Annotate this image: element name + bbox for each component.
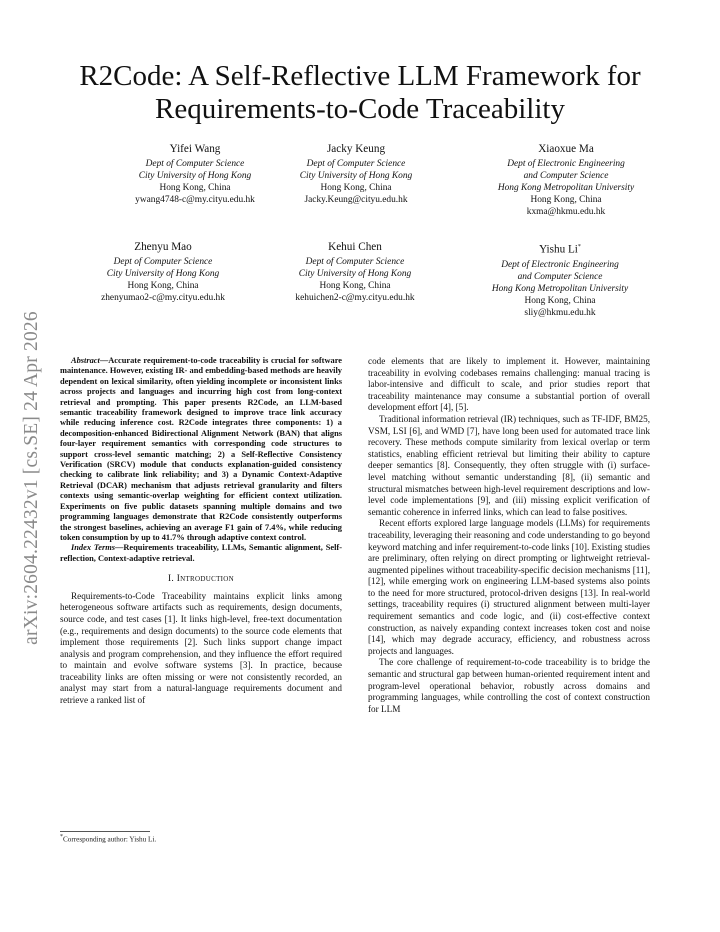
author-block-3 [466,142,666,218]
author-institution: City University of Hong Kong [298,269,412,279]
abstract-lead: Abstract [71,356,100,365]
author-department: Dept of Electronic Engineering [507,159,625,169]
footnote-text: Corresponding author: Yishu Li. [63,835,157,844]
author-email: Jacky.Keung@cityu.edu.hk [304,195,408,205]
index-terms [60,543,342,564]
index-terms-lead: Index Terms [71,543,115,553]
intro-paragraph-1: Requirements-to-Code Traceability maintains explicit links among heterogeneous software artifacts such as requirements, design documents, source code, and test cases [1]. It links high-level, free-text documentation (e.g., requirements and design documents) to the source code elements that implement those requirements [2]. Such links support change impact analysis and program comprehension, and they influence the effort required to maintain and evolve software systems [3]. In practice, because traceability links are often missing or were not consistently recorded, an analyst may start from a natural-language requirements document and retrieve a ranked list of [60,590,342,706]
author-location: Hong Kong, China [530,195,602,205]
author-department: Dept of Computer Science [306,159,406,169]
author-email: ywang4748-c@my.cityu.edu.hk [135,195,255,205]
section-heading-introduction: I. Introduction [168,574,234,585]
left-column [60,356,342,707]
author-location: Hong Kong, China [159,183,231,193]
author-email: kehuichen2-c@my.cityu.edu.hk [295,293,415,303]
author-name: Zhenyu Mao [134,241,192,253]
author-email: kxma@hkmu.edu.hk [526,207,606,217]
arxiv-identifier-stamp [12,268,52,688]
intro-paragraph-4: The core challenge of requirement-to-code traceability is to bridge the semantic and structural gap between human-oriented requirement intent and program-level operational behavior, robustly across domains and programming languages, while controlling the cost of context construction for LLM [368,657,650,714]
author-name: Yifei Wang [169,143,221,155]
author-department: Dept of Electronic Engineering [501,259,619,270]
title-line-1: R2Code: A Self-Reflective LLM Framework for [79,60,641,92]
author-block-2 [256,142,456,206]
author-department: Dept of Computer Science [305,257,405,267]
author-location: Hong Kong, China [524,295,596,306]
abstract [60,356,342,543]
intro-paragraph-3: Recent efforts explored large language models (LLMs) for requirements traceability, leveraging their reasoning and code understanding to go beyond keyword matching and infer requirement-to-code links [10]. Existing studies are preliminary, often relying on direct prompting or lightweight retrieval-augmented pipelines without traceability-specific decision mechanisms [11], [12], while emerging work on engineering LLM-based systems also points to the need for more structured, protocol-driven designs [13]. In real-world settings, traceability requires (i) structured alignment between multi-layer requirement semantics and code logic, and (ii) cost-effective context construction, as naively expanding context increases token cost and noise [14], which may degrade accuracy, efficiency, and robustness across projects and languages. [368,518,650,656]
paper-title [60,60,660,126]
right-column [368,356,650,715]
author-department-cont: and Computer Science [517,271,603,282]
index-terms-text: —Requirements traceability, LLMs, Semantic alignment, Self-reflection, Context-adaptive retrieval. [60,543,343,563]
author-name: Xiaoxue Ma [538,143,594,155]
author-department: Dept of Computer Science [145,159,245,169]
author-location: Hong Kong, China [127,281,199,291]
author-name: Jacky Keung [326,143,386,155]
author-department: Dept of Computer Science [113,257,213,267]
author-department-cont: and Computer Science [523,171,609,181]
author-email: sliy@hkmu.edu.hk [524,307,596,318]
author-institution: City University of Hong Kong [106,269,220,279]
author-block-6 [460,240,660,319]
author-institution: City University of Hong Kong [299,171,413,181]
author-location: Hong Kong, China [319,281,391,291]
author-name: Kehui Chen [328,241,382,253]
author-institution: Hong Kong Metropolitan University [491,283,629,294]
author-block-4 [63,240,263,304]
author-block-5 [255,240,455,304]
author-name: Yishu Li* [539,243,581,256]
author-email: zhenyumao2-c@my.cityu.edu.hk [101,293,225,303]
intro-paragraph-2: Traditional information retrieval (IR) techniques, such as TF-IDF, BM25, VSM, LSI [6], and WMD [7], have long been used for automated trace link recovery. These methods compute similarity from lexical overlap or term statistics, enabling efficient retrieval but limiting their ability to capture deeper semantics [8]. Consequently, they often struggle with (i) surface-level matching without semantic understanding [8], (ii) semantic and structural mismatches between high-level requirement descriptions and low-level code implementations [9], and (iii) missing explicit verification of semantic coherence in inferred links, which can lead to false positives. [368,413,650,517]
title-line-2: Requirements-to-Code Traceability [155,93,565,125]
author-institution: Hong Kong Metropolitan University [497,183,635,193]
corresponding-author-mark: * [577,244,581,250]
author-institution: City University of Hong Kong [138,171,252,181]
abstract-text: —Accurate requirement-to-code traceability is crucial for software maintenance. However, existing IR- and embedding-based methods are heavily dependent on lexical similarity, often yielding incomplete or inconsistent links across projects and languages and incurring high cost from long-context retrieval and prompting. This paper presents R2Code, an LLM-based semantic traceability framework designed to improve trace link accuracy while reducing inference cost. R2Code integrates three components: 1) a decomposition-enhanced Bidirectional Alignment Network (BAN) that aligns four-layer requirement semantics with corresponding code structures to support cross-level semantic matching; 2) a Self-Reflective Consistency Verification (SRCV) module that conducts explanation-guided consistency checking to calibrate link reliability; and 3) a Dynamic Context-Adaptive Retrieval (DCAR) mechanism that adjusts retrieval granularity and filters contexts using semantic-overlap weighting for efficient context utilization. Experiments on five public datasets spanning multiple domains and two programming languages demonstrate that R2Code consistently outperforms the strongest baselines, achieving an average F1 gain of 7.4%, while reducing token consumption by up to 41.7% through adaptive context control. [60,356,342,542]
footnote [60,834,156,843]
footnote-mark: * [60,834,63,840]
arxiv-id-text: arXiv:2604.22432v1 [cs.SE] 24 Apr 2026 [21,311,42,645]
intro-paragraph-continued: code elements that are likely to implement it. However, maintaining traceability in evolving codebases remains challenging: manual tracing is labor-intensive and difficult to scale, and prior studies report that traceability maintenance may consume a substantial portion of overall development effort [4], [5]. [368,356,650,413]
author-location: Hong Kong, China [320,183,392,193]
footnote-divider [60,831,150,832]
